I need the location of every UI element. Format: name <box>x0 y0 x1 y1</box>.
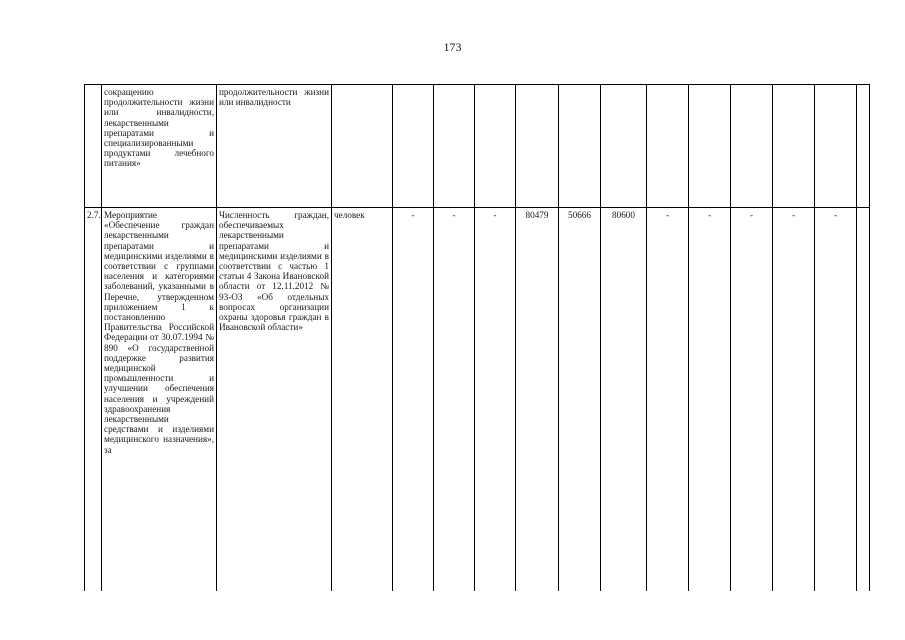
value-cell <box>393 85 434 208</box>
value-cell: - <box>393 208 434 592</box>
indicator-cell: Численность граждан, обеспечиваемых лекарственными препаратами и медицинскими изделиями в соответствии с частью 1 статьи 4 Закона Ивановской области от 12.11.2012 № 93-ОЗ «Об отдельных вопросах организации охраны здоровья граждан в Ивановской области» <box>217 208 332 592</box>
value-cell: - <box>647 208 689 592</box>
value-cell: - <box>815 208 857 592</box>
value-cell <box>857 85 870 208</box>
program-table <box>84 84 870 591</box>
value-cell: 80479 <box>516 208 559 592</box>
table-row <box>85 85 870 208</box>
page-number: 173 <box>443 40 462 54</box>
value-cell <box>434 85 475 208</box>
value-cell: 80600 <box>601 208 647 592</box>
value-cell: - <box>475 208 516 592</box>
value-cell: - <box>434 208 475 592</box>
value-cell <box>731 85 773 208</box>
value-cell <box>601 85 647 208</box>
value-cell <box>559 85 601 208</box>
value-cell <box>689 85 731 208</box>
table-row <box>85 208 870 592</box>
value-cell <box>647 85 689 208</box>
value-cell <box>857 208 870 592</box>
indicator-cell: продолжительности жизни или инвалидности <box>217 85 332 208</box>
measure-cell: сокращению продолжительности жизни или инвалидности, лекарственными препаратами и специализированными продуктами лечебного питания» <box>102 85 217 208</box>
unit-cell: человек <box>332 208 393 592</box>
value-cell: - <box>773 208 815 592</box>
value-cell <box>815 85 857 208</box>
unit-cell <box>332 85 393 208</box>
value-cell: - <box>689 208 731 592</box>
value-cell <box>773 85 815 208</box>
value-cell <box>475 85 516 208</box>
row-number <box>85 85 102 208</box>
value-cell <box>516 85 559 208</box>
measure-cell: Мероприятие «Обеспечение граждан лекарственными препаратами и медицинскими изделиями в соответствии с группами населения и категориями заболеваний, указанными в Перечне, утвержденном приложением 1 к постановлению Правительства Российской Федерации от 30.07.1994 № 890 «О государственной поддержке развития медицинской промышленности и улучшении обеспечения населения и учреждений здравоохранения лекарственными средствами и изделиями медицинского назначения», за <box>102 208 217 592</box>
row-number: 2.7. <box>85 208 102 592</box>
value-cell: 50666 <box>559 208 601 592</box>
value-cell: - <box>731 208 773 592</box>
